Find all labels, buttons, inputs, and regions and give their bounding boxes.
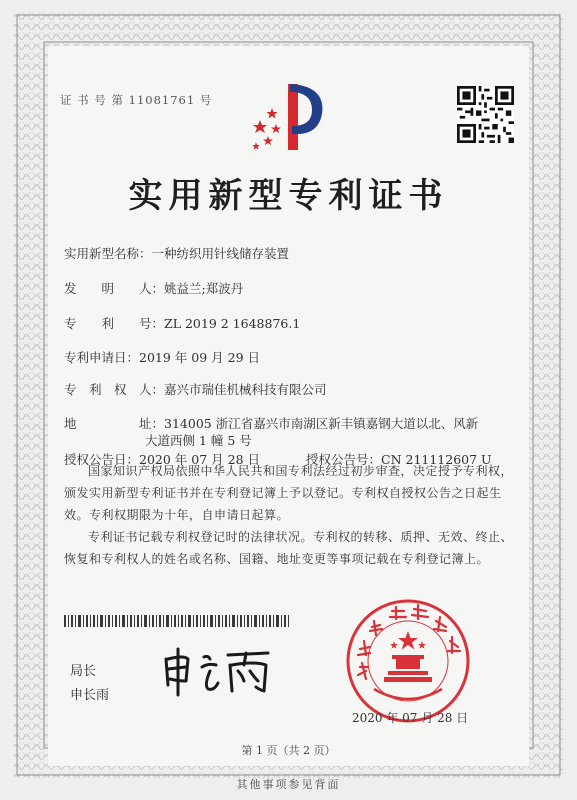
field-value: 一种纺织用针线储存装置 [151, 246, 290, 261]
field-label: 专利申请日： [64, 350, 140, 365]
field-value: 2020 年 07 月 28 日 [139, 452, 261, 467]
footer-note: 其他事项参见背面 [236, 778, 341, 791]
field-label: 授权公告日： [64, 452, 140, 467]
field-label: 实用新型名称： [64, 246, 152, 261]
signatory-name: 申长雨 [70, 688, 110, 703]
qr-code-icon [457, 86, 514, 143]
field-patent-number [64, 314, 300, 332]
field-utility-model-name [64, 244, 289, 262]
field-label: 专 利 权 人： [64, 382, 165, 397]
certificate-title: 实用新型专利证书 [128, 176, 449, 216]
field-value: ZL 2019 2 1648876.1 [164, 316, 301, 331]
field-value: 314005 浙江省嘉兴市南湖区新丰镇嘉钢大道以北、风新 [164, 416, 479, 431]
statement-block [64, 460, 519, 570]
field-value: CN 211112607 U [381, 452, 492, 467]
field-address-line2: 大道西侧 1 幢 5 号 [145, 433, 252, 448]
field-value: 2019 年 09 月 29 日 [139, 350, 261, 365]
statement-paragraph-2: 专利证书记载专利权登记时的法律状况。专利权的转移、质押、无效、终止、恢复和专利权人的姓名或名称、国籍、地址变更等事项记载在专利登记簿上。 [64, 530, 514, 566]
barcode-strip [64, 615, 289, 627]
signatory-title: 局长 [70, 664, 97, 679]
certificate-number: 证 书 号 第 11081761 号 [60, 93, 213, 107]
field-label: 地 址： [64, 416, 165, 431]
handwritten-signature [158, 645, 278, 697]
official-seal-icon [344, 597, 472, 725]
field-label: 发 明 人： [64, 281, 165, 296]
seal-date: 2020 年 07 月 28 日 [352, 711, 469, 725]
field-application-date [64, 348, 260, 366]
cnipa-logo-icon [246, 80, 328, 158]
page-indicator: 第 1 页（共 2 页） [241, 744, 336, 757]
statement-paragraph-1: 国家知识产权局依照中华人民共和国专利法经过初步审查，决定授予专利权，颁发实用新型专利证书并在专利登记簿上予以登记。专利权自授权公告之日起生效。专利权期限为十年，自申请日起算。 [64, 464, 514, 522]
field-value: 姚益兰;郑波丹 [164, 281, 244, 296]
field-label: 专 利 号： [64, 316, 165, 331]
field-address [64, 414, 478, 432]
field-inventor [64, 279, 243, 297]
field-patentee [64, 380, 327, 398]
field-value: 嘉兴市瑞佳机械科技有限公司 [164, 382, 327, 397]
field-label: 授权公告号： [306, 452, 382, 467]
